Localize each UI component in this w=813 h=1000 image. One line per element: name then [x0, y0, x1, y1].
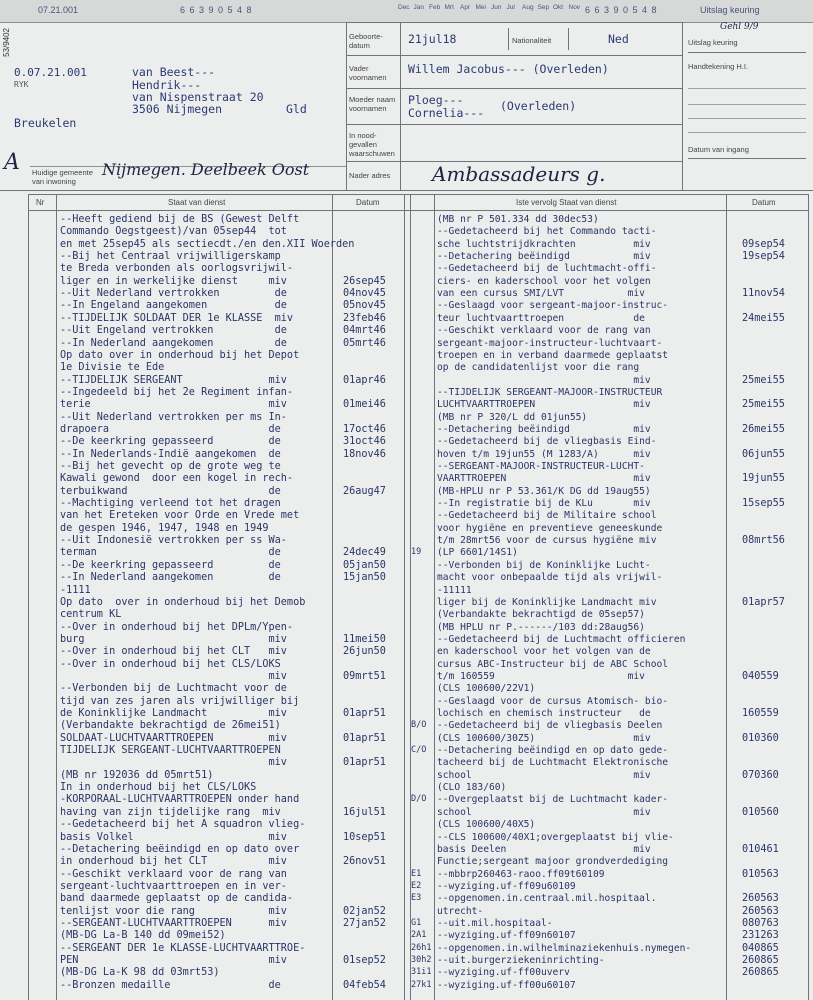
left-entry-text: --Bronzen medaille de — [60, 979, 281, 991]
address-handwritten: Ambassadeurs g. — [432, 162, 606, 186]
left-entry-text: in onderhoud bij het CLT miv — [60, 856, 287, 868]
left-entry-text: basis Volkel miv — [60, 831, 287, 843]
right-entry-text: --uit.burgerziekeninrichting- — [437, 955, 605, 966]
left-entry-text: Op dato over in onderhoud bij het Depot — [60, 349, 300, 361]
effective-date-label: Datum van ingang — [688, 145, 749, 154]
left-entry-text: terbuikwand de — [60, 485, 281, 497]
month-cell: Jun — [491, 4, 502, 11]
left-entry-text: --Over in onderhoud bij het DPLm/Ypen- — [60, 621, 294, 633]
month-cell: Mei — [475, 4, 486, 11]
left-entry-text: -KORPORAAL-LUCHTVAARTTROEPEN onder hand — [60, 794, 300, 806]
right-entry-date: 09sep54 — [742, 238, 785, 250]
mother-label: Moeder naam voornamen — [349, 95, 396, 113]
left-entry-text: tijd van zes jaren als vrijwilliger bij — [60, 695, 300, 707]
left-entry-text: --SERGEANT DER 1e KLASSE-LUCHTVAARTTROE- — [60, 942, 306, 954]
birth-municipality: Breukelen — [14, 116, 77, 130]
month-cell: Apr — [460, 4, 471, 11]
left-entry-date: 01mei46 — [343, 399, 386, 411]
month-cell: Aug — [522, 4, 534, 11]
left-entry-date: 04nov45 — [343, 288, 386, 300]
right-entry-text: --wyziging.uf-ff09u60109 — [437, 880, 576, 892]
top-right-label: Uitslag keuring — [700, 5, 760, 15]
right-entry-date: 260865 — [742, 967, 779, 979]
left-entry-text: --In Nederland aangekomen de — [60, 572, 281, 584]
left-entry-date: 17oct46 — [343, 423, 386, 435]
right-entry-text: sche luchtstrijdkrachten miv — [437, 238, 651, 250]
right-entry-date: 070360 — [742, 769, 779, 781]
right-entry-text: t/m 160559 miv — [437, 670, 645, 682]
left-entry-text: liger en in werkelijke dienst miv — [60, 275, 287, 287]
right-entry-mark: C/O — [411, 745, 427, 756]
left-entry-date: 26nov51 — [343, 856, 386, 868]
left-entry-text: Op dato over in onderhoud bij het Demob — [60, 596, 306, 608]
right-entry-mark: 31i1 — [411, 967, 432, 978]
left-entry-text: --In Engeland aangekomen de — [60, 300, 287, 312]
birth-date: 21jul18 — [408, 32, 457, 46]
left-entry-text: van het Ereteken voor Orde en Vrede met — [60, 510, 300, 522]
right-entry-mark: 27k1 — [411, 979, 432, 990]
right-entry-text: --Gedetacheerd bij de Militaire school — [437, 510, 657, 522]
left-entry-text: --De keerkring gepasseerd de — [60, 559, 281, 571]
left-entry-text: Kawali gewond door een kogel in rech- — [60, 473, 294, 485]
left-entry-text: --Over in onderhoud bij het CLS/LOKS — [60, 658, 281, 670]
left-entry-date: 04feb54 — [343, 979, 386, 991]
left-entry-text: te Breda verbonden als oorlogsvrijwil- — [60, 263, 294, 275]
right-entry-text: (MB nr P 320/L dd 01jun55) — [437, 411, 588, 423]
birth-date-label: Geboorte-datum — [349, 32, 383, 50]
left-entry-text: (MB-DG La-K 98 dd 03mrt53) — [60, 967, 220, 979]
left-entry-text: SOLDAAT-LUCHTVAARTTROEPEN miv — [60, 732, 287, 744]
left-entry-date: 09mrt51 — [343, 670, 386, 682]
left-entry-text: tenlijst voor die rang miv — [60, 905, 287, 917]
nationality-label: Nationaliteit — [512, 36, 552, 45]
right-entry-text: basis Deelen miv — [437, 843, 651, 855]
registration-subcode: RYK — [14, 80, 29, 89]
left-entry-date: 16jul51 — [343, 806, 386, 818]
left-entry-text: Commando Oegstgeest)/van 05sep44 tot — [60, 226, 287, 238]
right-entry-text: --Geslaagd voor de cursus Atomisch- bio- — [437, 695, 669, 707]
right-entry-date: 25mei55 — [742, 374, 785, 386]
month-cell: Okt — [553, 4, 564, 11]
right-entry-text: t/m 28mrt56 voor de cursus hygiëne miv — [437, 535, 657, 547]
right-entry-text: voor hygiëne en preventieve geneeskunde — [437, 522, 663, 534]
right-entry-text: miv — [437, 374, 651, 386]
left-entry-date: 01apr51 — [343, 708, 386, 719]
col-nr: Nr — [36, 198, 45, 207]
left-entry-text: -1111 — [60, 584, 91, 596]
right-entry-text: --Overgeplaatst bij de Luchtmacht kader- — [437, 794, 669, 806]
father-name: Willem Jacobus--- (Overleden) — [408, 62, 609, 76]
right-entry-mark: E1 — [411, 868, 422, 879]
left-entry-text: --Uit Engeland vertrokken de — [60, 325, 287, 337]
left-entry-date: 18nov46 — [343, 448, 386, 460]
postcode-city: 3506 Nijmegen — [132, 102, 223, 116]
left-entry-text: --Bij het Centraal vrijwilligerskamp — [60, 251, 281, 263]
month-cell: Dec — [398, 4, 410, 11]
right-entry-date: 15sep55 — [742, 498, 785, 510]
left-entry-text: miv — [60, 670, 287, 682]
left-entry-date: 26aug47 — [343, 485, 386, 497]
right-entry-date: 19jun55 — [742, 473, 785, 485]
vertical-file-code: 53/9402 — [2, 28, 11, 57]
right-entry-text: (CLS 100600/22V1) — [437, 683, 536, 695]
left-entry-text: --Uit Nederland vertrokken de — [60, 288, 287, 300]
right-entry-text: (CLS 100600/30Z5) miv — [437, 732, 651, 744]
right-entry-date: 260563 — [742, 905, 779, 917]
left-entry-text: --In Nederlands-Indië aangekomen de — [60, 448, 281, 460]
left-entry-text: en met 25sep45 als sectiecdt./en den.XII Woerden — [60, 238, 355, 250]
right-entry-text: (MB-HPLU nr P 53.361/K DG dd 19aug55) — [437, 485, 651, 497]
right-entry-text: utrecht- — [437, 905, 484, 917]
right-entry-text: --Geslaagd voor sergeant-majoor-instruc- — [437, 300, 669, 312]
mother-first-name: Cornelia--- — [408, 106, 485, 120]
left-entry-date: 04mrt46 — [343, 325, 386, 337]
right-entry-date: 010461 — [742, 843, 779, 855]
left-entry-date: 23feb46 — [343, 312, 386, 324]
father-label: Vader voornamen — [349, 64, 387, 82]
right-entry-text: --uit.mil.hospitaal- — [437, 917, 553, 929]
month-cell: Jan — [413, 4, 424, 11]
right-entry-mark: G1 — [411, 917, 422, 928]
left-entry-date: 05nov45 — [343, 300, 386, 312]
right-entry-text: Functie;sergeant majoor grondverdediging — [437, 856, 669, 868]
right-entry-text: --mbbrp260463-raoo.ff09t60109 — [437, 868, 605, 880]
right-entry-mark: E2 — [411, 880, 422, 891]
right-entry-text: --Detachering beëindigd en op dato gede- — [437, 745, 669, 757]
left-entry-text: --Gedetacheerd bij het A squadron vlieg- — [60, 819, 306, 831]
right-entry-text: (CLS 100600/40X5) — [437, 819, 536, 831]
left-entry-text: --Machtiging verleend tot het dragen — [60, 498, 281, 510]
right-entry-date: 010360 — [742, 732, 779, 744]
left-entry-date: 27jan52 — [343, 917, 386, 929]
province: Gld — [286, 102, 307, 116]
right-entry-text: school miv — [437, 769, 651, 781]
right-entry-text: macht voor onbepaalde tijd als vrijwil- — [437, 572, 663, 584]
left-entry-text: (Verbandakte bekrachtigd de 26mei51) — [60, 720, 281, 732]
left-entry-text: --TIJDELIJK SERGEANT miv — [60, 374, 287, 386]
month-cell: Feb — [429, 4, 441, 11]
left-entry-text: de Koninklijke Landmacht miv — [60, 708, 287, 719]
right-entry-date: 160559 — [742, 708, 779, 719]
margin-mark: A — [4, 150, 20, 175]
top-code-strip — [0, 0, 813, 23]
month-cell: Jul — [506, 4, 515, 11]
right-entry-date: 11nov54 — [742, 288, 785, 300]
nationality: Ned — [608, 32, 629, 46]
right-entry-text: --opgenomen.in.centraal.mil.hospitaal. — [437, 893, 657, 905]
mother-name: Ploeg--- — [408, 93, 464, 107]
left-entry-text: burg miv — [60, 633, 287, 645]
right-entry-mark: D/O — [411, 794, 427, 805]
right-entry-text: LUCHTVAARTTROEPEN miv — [437, 399, 651, 411]
left-entry-text: PEN miv — [60, 955, 287, 966]
right-entry-text: ciers- en kaderschool voor het volgen — [437, 275, 651, 287]
right-entry-date: 24mei55 — [742, 312, 785, 324]
left-entry-text: having van zijn tijdelijke rang miv — [60, 806, 281, 818]
right-entry-text: sergeant-majoor-instructeur-luchtvaart- — [437, 337, 663, 349]
left-entry-text: drapoera de — [60, 423, 281, 435]
right-entry-date: 06jun55 — [742, 448, 785, 460]
right-entry-text: (Verbandakte bekrachtigd de 05sep57) — [437, 609, 645, 621]
right-entry-text: --Gedetacheerd bij de Luchtmacht officieren — [437, 633, 686, 645]
right-entry-mark: E3 — [411, 893, 422, 904]
right-entry-date: 040865 — [742, 942, 779, 954]
emergency-contact-label: In nood-gevallen waarschuwen — [349, 131, 395, 158]
right-entry-text: cursus ABC-Instructeur bij de ABC School — [437, 658, 669, 670]
left-entry-date: 11mei50 — [343, 633, 386, 645]
left-entry-text: band daarmede geplaatst op de candida- — [60, 893, 294, 905]
right-entry-text: -11111 — [437, 584, 472, 596]
right-entry-text: VAARTTROEPEN miv — [437, 473, 651, 485]
left-entry-date: 01apr51 — [343, 757, 386, 769]
right-entry-date: 260865 — [742, 955, 779, 966]
left-entry-text: --Geschikt verklaard voor de rang van — [60, 868, 287, 880]
right-entry-text: --opgenomen.in.wilhelminaziekenhuis.nymegen- — [437, 942, 692, 954]
left-entry-text: --Over in onderhoud bij het CLT miv — [60, 646, 287, 658]
left-entry-text: --In Nederland aangekomen de — [60, 337, 287, 349]
right-entry-text: hoven t/m 19jun55 (M 1283/A) miv — [437, 448, 651, 460]
right-entry-text: --TIJDELIJK SERGEANT-MAJOOR-INSTRUCTEUR — [437, 386, 663, 398]
month-cell: Nov — [568, 4, 581, 11]
right-entry-date: 080763 — [742, 917, 779, 929]
right-entry-text: --wyziging.uf-ff00u60107 — [437, 979, 576, 991]
right-entry-date: 19sep54 — [742, 251, 785, 263]
left-entry-text: --Ingedeeld bij het 2e Regiment infan- — [60, 386, 294, 398]
current-municipality-label: Huidige gemeente van inwoning — [32, 168, 93, 186]
left-entry-text: --SERGEANT-LUCHTVAARTTROEPEN miv — [60, 917, 287, 929]
left-entry-date: 05jan50 — [343, 559, 386, 571]
left-entry-text: (MB-DG La-B 140 dd 09mei52) — [60, 930, 226, 942]
top-number-group-1: 6 6 3 9 0 5 4 8 — [180, 5, 253, 15]
right-entry-text: liger bij de Koninklijke Landmacht miv — [437, 596, 657, 608]
left-entry-date: 31oct46 — [343, 436, 386, 448]
right-entry-text: --SERGEANT-MAJOOR-INSTRUCTEUR-LUCHT- — [437, 461, 645, 472]
top-left-code: 07.21.001 — [38, 5, 79, 15]
inspection-result-label: Uitslag keuring — [688, 38, 738, 47]
right-entry-text: --Gedetacheerd bij de vliegbasis Eind- — [437, 436, 657, 448]
right-entry-text: (LP 6601/14S1) — [437, 547, 518, 559]
month-cell: Sep — [537, 4, 550, 11]
left-entry-text: miv — [60, 757, 287, 769]
right-entry-text: en kaderschool voor het volgen van de — [437, 646, 651, 658]
right-entry-text: --Gedetacheerd bij de vliegbasis Deelen — [437, 720, 663, 732]
left-entry-text: --Bij het gevecht op de grote weg te — [60, 461, 281, 472]
left-entry-text: --Detachering beëindigd en op dato over — [60, 843, 300, 855]
left-entry-text: TIJDELIJK SERGEANT-LUCHTVAARTTROEPEN — [60, 745, 281, 757]
col-service-record: Staat van dienst — [168, 198, 226, 207]
left-entry-date: 01sep52 — [343, 955, 386, 966]
left-entry-text: terman de — [60, 547, 281, 559]
left-entry-date: 24dec49 — [343, 547, 386, 559]
street-address: van Nispenstraat 20 — [132, 90, 264, 104]
right-entry-date: 25mei55 — [742, 399, 785, 411]
col-date: Datum — [356, 198, 380, 207]
left-entry-text: --Uit Indonesië vertrokken per ss Wa- — [60, 535, 287, 547]
signature-label: Handtekening H.I. — [688, 62, 749, 71]
right-entry-text: school miv — [437, 806, 651, 818]
right-entry-text: --wyziging.uf-ff00uverv — [437, 967, 570, 979]
left-entry-date: 01apr51 — [343, 732, 386, 744]
right-entry-date: 040559 — [742, 670, 779, 682]
right-entry-mark: 30h2 — [411, 955, 432, 965]
right-entry-text: --Gedetacheerd bij de luchtmacht-offi- — [437, 263, 657, 275]
col-service-record-continued: Iste vervolg Staat van dienst — [516, 198, 617, 207]
left-entry-text: terie miv — [60, 399, 287, 411]
right-entry-text: --Detachering beëindigd miv — [437, 423, 651, 435]
left-entry-date: 15jan50 — [343, 572, 386, 584]
left-entry-text: de gespen 1946, 1947, 1948 en 1949 — [60, 522, 269, 534]
left-entry-text: 1e Divisie te Ede — [60, 362, 165, 374]
left-entry-text: (MB nr 192036 dd 05mrt51) — [60, 769, 214, 781]
right-entry-date: 08mrt56 — [742, 535, 785, 547]
right-entry-date: 231263 — [742, 930, 779, 942]
left-entry-text: --Verbonden bij de Luchtmacht voor de — [60, 683, 287, 695]
right-entry-text: van een cursus SMI/LVT miv — [437, 288, 645, 300]
address-label: Nader adres — [349, 171, 391, 180]
top-number-group-2: 6 6 3 9 0 5 4 8 — [585, 5, 658, 15]
right-entry-text: --CLS 100600/40X1;overgeplaatst bij vlie- — [437, 831, 674, 843]
left-entry-date: 26jun50 — [343, 646, 386, 658]
month-cell: Mrt — [444, 4, 454, 11]
left-entry-text: In in onderhoud bij het CLS/LOKS — [60, 782, 257, 794]
left-entry-text: sergeant-luchtvaarttroepen en in ver- — [60, 880, 287, 892]
right-entry-text: tacheerd bij de Luchtmacht Elektronische — [437, 757, 669, 769]
right-entry-text: (CLO 183/60) — [437, 782, 507, 794]
left-entry-date: 10sep51 — [343, 831, 386, 843]
right-entry-text: --Detachering beëindigd miv — [437, 251, 651, 263]
right-entry-text: (MB nr P 501.334 dd 30dec53) — [437, 214, 599, 225]
first-name: Hendrik--- — [132, 78, 202, 92]
right-entry-mark: 2A1 — [411, 930, 427, 941]
right-entry-date: 010560 — [742, 806, 779, 818]
right-entry-text: --Verbonden bij de Koninklijke Lucht- — [437, 559, 651, 571]
left-entry-date: 01apr46 — [343, 374, 386, 386]
right-entry-text: op de candidatenlijst voor die rang — [437, 362, 640, 374]
right-entry-date: 010563 — [742, 868, 779, 880]
left-entry-text: --Uit Nederland vertrokken per ms In- — [60, 411, 287, 423]
current-municipality-handwritten: Nijmegen. Deelbeek Oost — [102, 160, 310, 179]
left-entry-date: 02jan52 — [343, 905, 386, 917]
right-entry-text: --Gedetacheerd bij het Commando tacti- — [437, 226, 657, 238]
left-entry-date: 05mrt46 — [343, 337, 386, 349]
right-entry-text: --wyziging.uf-ff09n60107 — [437, 930, 576, 942]
right-entry-date: 26mei55 — [742, 423, 785, 435]
left-entry-text: --TIJDELIJK SOLDAAT DER 1e KLASSE miv — [60, 312, 294, 324]
left-entry-text: --Heeft gediend bij de BS (Gewest Delft — [60, 214, 300, 225]
right-entry-text: --In registratie bij de KLu miv — [437, 498, 651, 510]
right-entry-text: troepen en in verband daarmede geplaatst — [437, 349, 669, 361]
right-entry-text: teur luchtvaarttroepen de — [437, 312, 645, 324]
right-entry-text: lochisch en chemisch instructeur de — [437, 708, 651, 719]
left-entry-date: 26sep45 — [343, 275, 386, 287]
handwritten-top-note: Gehl 9/9 — [720, 22, 759, 32]
right-entry-text: (MB HPLU nr P.------/103 dd:28aug56) — [437, 621, 645, 633]
mother-note: (Overleden) — [500, 99, 577, 113]
registration-number: 0.07.21.001 — [14, 66, 87, 79]
right-entry-mark: 26h1 — [411, 942, 432, 953]
left-entry-text: --De keerkring gepasseerd de — [60, 436, 281, 448]
right-entry-text: --Geschikt verklaard voor de rang van — [437, 325, 651, 337]
left-entry-text: centrum KL — [60, 609, 122, 621]
right-entry-date: 260563 — [742, 893, 779, 905]
right-entry-mark: B/O — [411, 720, 427, 731]
col-date-right: Datum — [752, 198, 776, 207]
surname: van Beest--- — [132, 65, 216, 79]
right-entry-date: 01apr57 — [742, 596, 785, 608]
right-entry-mark: 19 — [411, 547, 422, 558]
